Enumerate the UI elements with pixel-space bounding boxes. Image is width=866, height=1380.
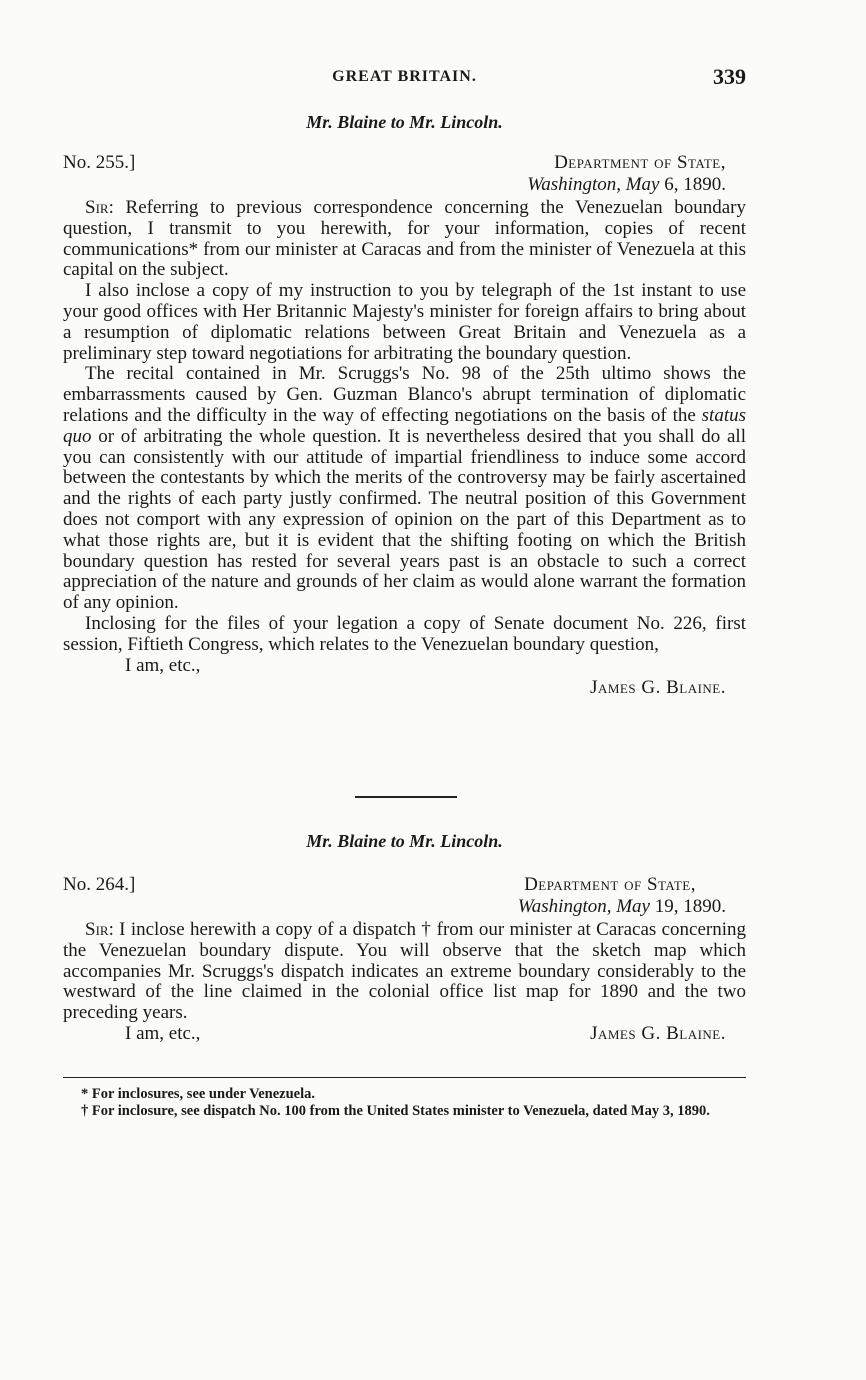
letter-2-salutation: Sir xyxy=(85,919,109,940)
letter-2-meta xyxy=(63,874,746,918)
letter-1-paragraph-3-text-b: or of arbitrating the whole question. It is nevertheless desired that you shall do all you can consistently with our attitude of impartial friendliness to induce some accord between the contestants by which the merits of the controversy may be fairly ascertained and the rights of each party justly confirmed. The neutral position of this Government does not comport with any expression of opinion on the part of this Department as to what those rights are, but it is evident that the shifting footing on which the British boundary question has rested for several years past is an obstacle to such a correct appreciation of the nature and grounds of her claim as would alone warrant the formation of any opinion. xyxy=(63,425,746,614)
letter-1-signature-row xyxy=(63,678,746,700)
letter-2-closing: I am, etc., xyxy=(125,1022,201,1044)
section-divider xyxy=(355,796,457,798)
letter-1-department: Department of State, xyxy=(554,152,726,173)
footnote-1: * For inclosures, see under Venezuela. xyxy=(81,1086,316,1102)
letter-1-meta xyxy=(63,152,746,196)
letter-2-heading: Mr. Blaine to Mr. Lincoln. xyxy=(306,831,503,851)
letter-1-closing-row xyxy=(63,656,746,678)
letter-1-paragraph-1-text: : Referring to previous correspondence concerning the Venezuelan boundary question, I transmit to you herewith, for your information, copies of recent communications* from our minister at Caracas and from the minister of Venezuela at this capital on the subject. xyxy=(63,197,746,281)
letter-1-paragraph-2: I also inclose a copy of my instruction to you by telegraph of the 1st instant to use your good offices with Her Britannic Majesty's minister for foreign affairs to bring about a resumption of diplomatic relations between Great Britain and Venezuela as a preliminary step toward negotiations for arbitrating the boundary question. xyxy=(63,280,746,364)
letter-2-place: Washington, xyxy=(517,896,612,917)
footnote-2: † For inclosure, see dispatch No. 100 from the United States minister to Venezuela, dated May 3, 1890. xyxy=(81,1103,710,1119)
letter-2-paragraph-1-text: : I inclose herewith a copy of a dispatch † from our minister at Caracas concerning the Venezuelan boundary dispute. You will observe that the sketch map which accompanies Mr. Scruggs's dispatch indicates an extreme boundary considerably to the westward of the line claimed in the colonial office list map for 1890 and the two preceding years. xyxy=(63,919,746,1024)
letter-1-body xyxy=(63,198,746,700)
letter-1-place: Washington, xyxy=(527,174,621,195)
letter-1-paragraph-3-italic: status quo xyxy=(63,404,747,447)
letter-1-paragraph-1 xyxy=(63,198,746,281)
letter-1-signature: James G. Blaine. xyxy=(590,676,726,698)
letter-1-month: May xyxy=(625,174,660,195)
letter-2-body xyxy=(63,920,746,1046)
letter-1-number: No. 255.] xyxy=(63,152,136,173)
page-number: 339 xyxy=(713,64,746,89)
letter-2-dateline xyxy=(518,896,726,918)
letter-1-paragraph-4: Inclosing for the files of your legation a copy of Senate document No. 226, first session, Fiftieth Congress, which relates to the Venezuelan boundary question, xyxy=(63,612,746,655)
letter-2-month: May xyxy=(616,896,650,917)
footnotes xyxy=(63,1086,746,1120)
running-title: GREAT BRITAIN. xyxy=(332,68,477,85)
letter-2-paragraph-1 xyxy=(63,920,746,1024)
footnote-rule xyxy=(63,1077,746,1078)
letter-2-closing-row xyxy=(63,1024,746,1046)
letter-1-heading: Mr. Blaine to Mr. Lincoln. xyxy=(306,112,503,132)
running-head xyxy=(63,66,746,90)
letter-1-paragraph-3-text-a: The recital contained in Mr. Scruggs's No. 98 of the 25th ultimo shows the embarrassments caused by Gen. Guzman Blanco's abrupt termination of diplomatic relations and the difficulty in the way of effecting negotiations on the basis of the xyxy=(63,363,746,426)
letter-1-dateline xyxy=(527,174,726,196)
letter-1-date: 6, 1890. xyxy=(664,174,726,195)
letter-2-signature: James G. Blaine. xyxy=(590,1022,726,1044)
letter-2-date: 19, 1890. xyxy=(654,896,726,917)
letter-1-closing: I am, etc., xyxy=(125,654,201,676)
letter-1-paragraph-3 xyxy=(63,364,746,614)
letter-2-number: No. 264.] xyxy=(63,874,136,895)
letter-1-salutation: Sir xyxy=(85,197,109,218)
letter-2-department: Department of State, xyxy=(524,874,696,895)
